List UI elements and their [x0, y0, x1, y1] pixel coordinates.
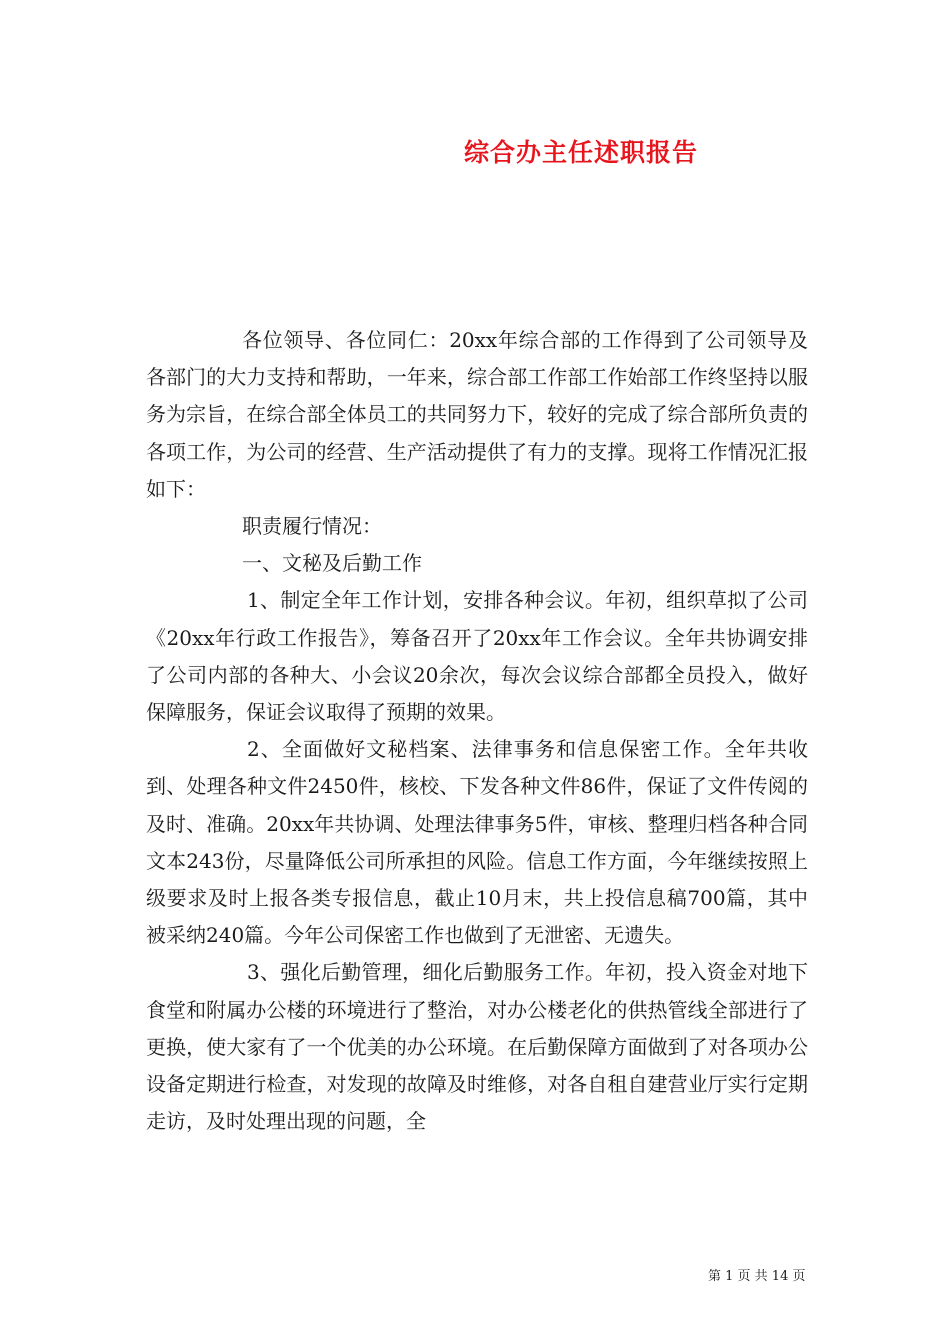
- item-paragraph-3: 3、强化后勤管理，细化后勤服务工作。年初，投入资金对地下食堂和附属办公楼的环境进行了整治，对办公楼老化的供热管线全部进行了更换，使大家有了一个优美的办公环境。在后勤保障方面做到了对各项办公设备定期进行检查，对发现的故障及时维修，对各自租自建营业厅实行定期走访，及时处理出现的问题，全: [146, 960, 808, 1134]
- document-title: 综合办主任述职报告: [463, 138, 698, 167]
- item-paragraph-2: 2、全面做好文秘档案、法律事务和信息保密工作。全年共收到、处理各种文件2450件，核校、下发各种文件86件，保证了文件传阅的及时、准确。20xx年共协调、处理法律事务5件，审核、整理归档各种合同文本243份，尽量降低公司所承担的风险。信息工作方面，今年继续按照上级要求及时上报各类专报信息，截止10月末，共上投信息稿700篇，其中被采纳240篇。今年公司保密工作也做到了无泄密、无遗失。: [146, 737, 808, 948]
- section-heading-secretarial: 一、文秘及后勤工作: [242, 551, 422, 576]
- item-paragraph-1: 1、制定全年工作计划，安排各种会议。年初，组织草拟了公司《20xx年行政工作报告》，筹备召开了20xx年工作会议。全年共协调安排了公司内部的各种大、小会议20余次，每次会议综合部都全员投入，做好保障服务，保证会议取得了预期的效果。: [146, 588, 808, 725]
- document-body: [146, 322, 808, 1140]
- intro-paragraph: 各位领导、各位同仁：20xx年综合部的工作得到了公司领导及各部门的大力支持和帮助，一年来，综合部工作部工作始部工作终坚持以服务为宗旨，在综合部全体员工的共同努力下，较好的完成了综合部所负责的各项工作，为公司的经营、生产活动提供了有力的支撑。现将工作情况汇报如下：: [146, 328, 808, 501]
- section-heading-duties: 职责履行情况：: [242, 514, 382, 539]
- page-number-footer: 第 1 页 共 14 页: [708, 1269, 806, 1284]
